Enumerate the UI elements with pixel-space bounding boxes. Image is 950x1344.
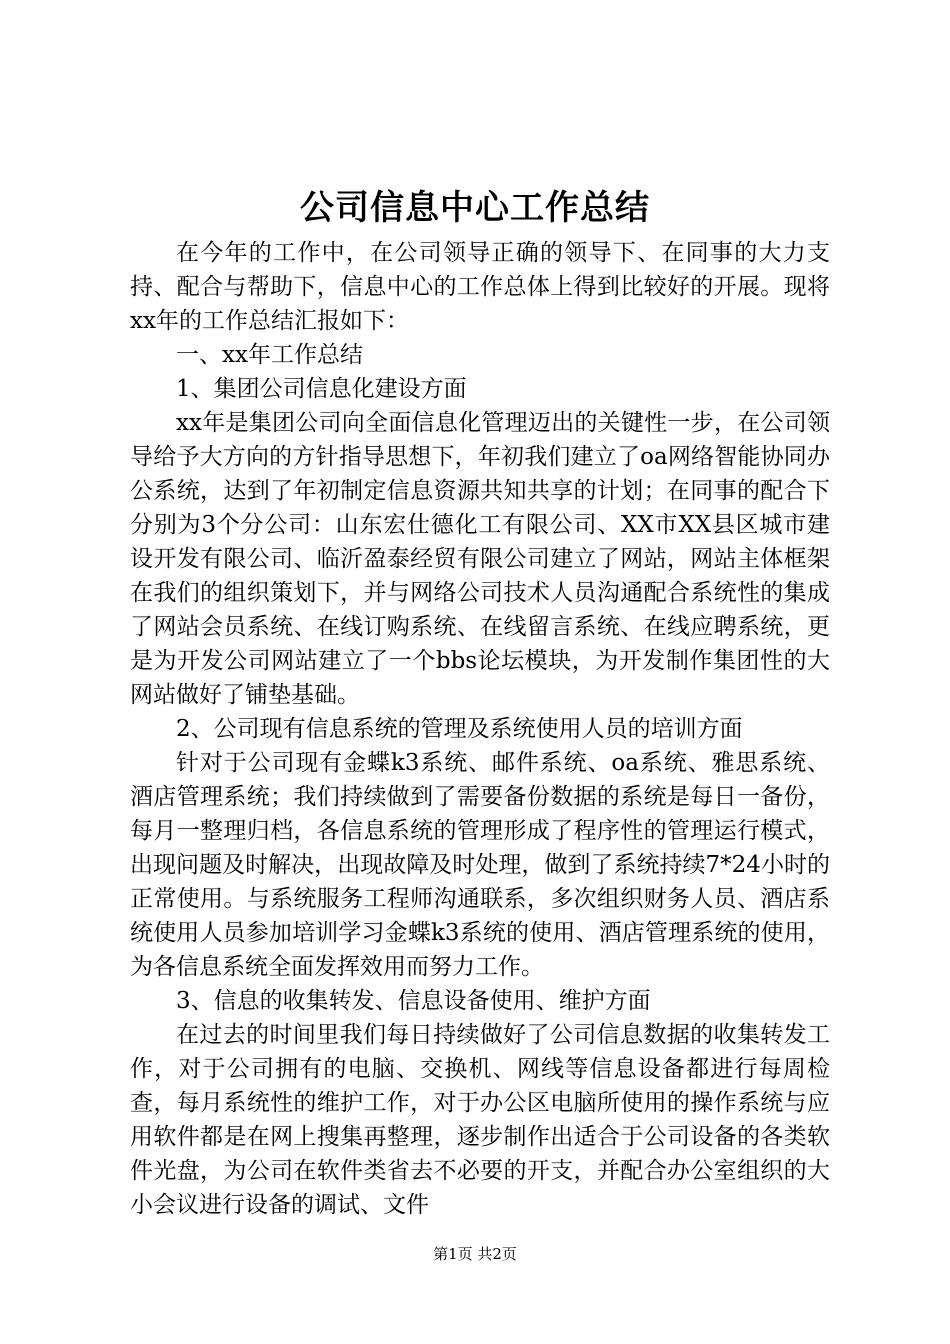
intro-paragraph: 在今年的工作中，在公司领导正确的领导下、在同事的大力支持、配合与帮助下，信息中心的工作总体上得到比较好的开展。现将xx年的工作总结汇报如下： xyxy=(130,240,830,334)
page-number-footer: 第1页 共2页 xyxy=(433,1245,517,1263)
subsection-heading-2: 2、公司现有信息系统的管理及系统使用人员的培训方面 xyxy=(176,716,743,742)
body-paragraph-1: xx年是集团公司向全面信息化管理迈出的关键性一步，在公司领导给予大方向的方针指导思想下，年初我们建立了oa网络智能协同办公系统，达到了年初制定信息资源共知共享的计划；在同事的配合下分别为3个分公司：山东宏仕德化工有限公司、XX市XX县区城市建设开发有限公司、临沂盈泰经贸有限公司建立了网站，网站主体框架在我们的组织策划下，并与网络公司技术人员沟通配合系统性的集成了网站会员系统、在线订购系统、在线留言系统、在线应聘系统，更是为开发公司网站建立了一个bbs论坛模块，为开发制作集团性的大网站做好了铺垫基础。 xyxy=(130,410,830,708)
document-title: 公司信息中心工作总结 xyxy=(300,188,650,228)
document-body xyxy=(130,236,830,1222)
body-paragraph-3: 在过去的时间里我们每日持续做好了公司信息数据的收集转发工作，对于公司拥有的电脑、交换机、网线等信息设备都进行每周检查，每月系统性的维护工作，对于办公区电脑所使用的操作系统与应用软件都是在网上搜集再整理，逐步制作出适合于公司设备的各类软件光盘，为公司在软件类省去不必要的开支，并配合办公室组织的大小会议进行设备的调试、文件 xyxy=(130,1022,830,1218)
body-paragraph-2: 针对于公司现有金蝶k3系统、邮件系统、oa系统、雅思系统、酒店管理系统；我们持续做到了需要备份数据的系统是每日一备份，每月一整理归档，各信息系统的管理形成了程序性的管理运行模式，出现问题及时解决，出现故障及时处理，做到了系统持续7*24小时的正常使用。与系统服务工程师沟通联系，多次组织财务人员、酒店系统使用人员参加培训学习金蝶k3系统的使用、酒店管理系统的使用，为各信息系统全面发挥效用而努力工作。 xyxy=(130,750,830,980)
subsection-heading-1: 1、集团公司信息化建设方面 xyxy=(176,376,467,402)
subsection-heading-3: 3、信息的收集转发、信息设备使用、维护方面 xyxy=(176,988,651,1014)
section-heading: 一、xx年工作总结 xyxy=(176,342,363,368)
